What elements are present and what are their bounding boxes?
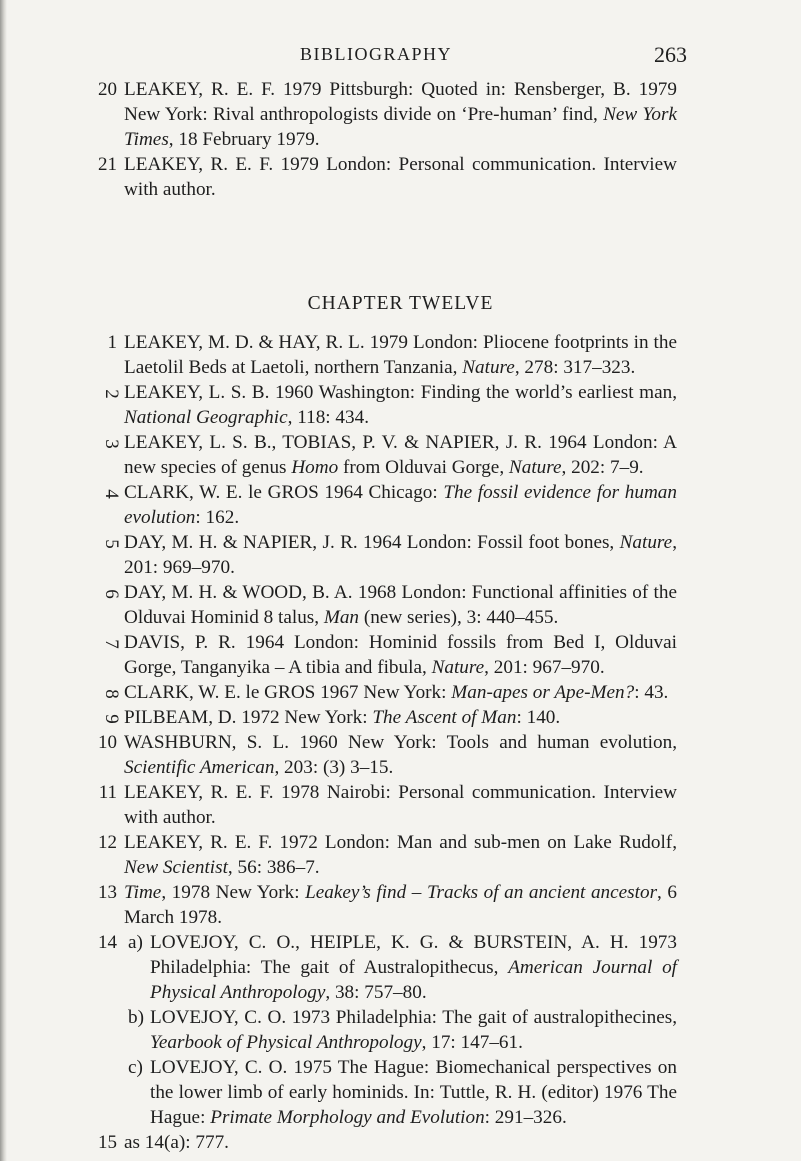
citation-title-italic: Man [323, 607, 360, 628]
note-citation [124, 580, 677, 630]
citation-text: , 17: 147–61. [421, 1032, 523, 1053]
note-citation [124, 880, 677, 930]
citation-title-italic: New York Times [124, 104, 677, 150]
note-number: 3 [101, 439, 122, 449]
note-entry [0, 530, 801, 580]
note-number: 21 [98, 154, 117, 175]
note-entry [0, 930, 801, 1130]
citation-text: LEAKEY, R. E. F. 1979 Pittsburgh: Quoted in: Rensberger, B. 1979 New York: Rival anthropologists divide on ‘Pre-human’ find, [124, 79, 677, 125]
citation-title-italic: American Journal of Physical Anthropology [150, 957, 677, 1003]
note-number: 6 [101, 589, 122, 599]
citation-text: LEAKEY, R. E. F. 1978 Nairobi: Personal communication. Interview with author. [124, 782, 677, 828]
citation-title-italic: Leakey’s find – Tracks of an ancient ancestor [305, 882, 658, 903]
citation-text: , 278: 317–323. [514, 357, 636, 378]
citation-text: , 201: 967–970. [484, 657, 605, 678]
citation-text: , 118: 434. [287, 407, 369, 428]
note-citation [124, 330, 677, 380]
note-entry [0, 830, 801, 880]
citation-text: (new series), 3: 440–455. [359, 607, 559, 628]
citation-text: : 43. [634, 682, 669, 703]
note-citation [124, 830, 677, 880]
citation-title-italic: The fossil evidence for human evolution [124, 482, 677, 528]
citation-title-italic: Nature [619, 532, 673, 553]
citation-text: CLARK, W. E. le GROS 1964 Chicago: [124, 482, 444, 503]
citation-title-italic: Nature [431, 657, 485, 678]
sub-citation-text [150, 930, 677, 1005]
citation-text: DAVIS, P. R. 1964 London: Hominid fossils from Bed I, Olduvai Gorge, Tanganyika – A tibia and fibula, [124, 632, 677, 678]
note-number: 1 [107, 332, 117, 353]
citation-text: PILBEAM, D. 1972 New York: [124, 707, 373, 728]
citation-title-italic: The Ascent of Man [372, 707, 517, 728]
citation-title-italic: Man-apes or Ape-Men? [451, 682, 635, 703]
citation-text: LEAKEY, L. S. B. 1960 Washington: Finding the world’s earliest man, [124, 382, 677, 403]
note-entry [0, 330, 801, 380]
note-citation [124, 380, 677, 430]
citation-text: from Olduvai Gorge, [338, 457, 509, 478]
note-number: 10 [98, 732, 117, 753]
citation-title-italic: Nature [508, 457, 562, 478]
citation-text: DAY, M. H. & WOOD, B. A. 1968 London: Functional affinities of the Olduvai Hominid 8 talus, [124, 582, 677, 628]
note-entry [0, 705, 801, 730]
note-number: 14 [98, 932, 117, 953]
note-entry [0, 1130, 801, 1155]
citation-title-italic: Scientific American [124, 757, 275, 778]
note-entry [0, 780, 801, 830]
note-citation [124, 480, 677, 530]
chapter-twelve-notes [0, 330, 801, 1155]
note-entry [0, 77, 801, 152]
citation-text: , 18 February 1979. [168, 129, 320, 150]
note-number: 4 [101, 489, 122, 499]
chapter-heading: CHAPTER TWELVE [307, 293, 494, 314]
citation-text: LEAKEY, L. S. B., TOBIAS, P. V. & NAPIER, J. R. 1964 London: A new species of genus [124, 432, 677, 478]
citation-title-italic: Primate Morphology and Evolution [210, 1107, 485, 1128]
note-number: 2 [101, 389, 122, 399]
citation-title-italic: Yearbook of Physical Anthropology [150, 1032, 422, 1053]
note-entry [0, 730, 801, 780]
note-entry [0, 380, 801, 430]
citation-text: WASHBURN, S. L. 1960 New York: Tools and human evolution, [124, 732, 677, 753]
note-number: 13 [98, 882, 117, 903]
note-citation [124, 630, 677, 680]
citation-text: as 14(a): 777. [124, 1132, 229, 1153]
note-citation [124, 680, 677, 705]
sub-citation-label: a) [128, 932, 143, 953]
citation-text: : 140. [516, 707, 561, 728]
citation-text: : 291–326. [484, 1107, 567, 1128]
citation-text: CLARK, W. E. le GROS 1967 New York: [124, 682, 452, 703]
note-entry [0, 152, 801, 202]
note-number: 9 [101, 714, 122, 724]
page-header [0, 42, 801, 72]
note-number: 12 [98, 832, 117, 853]
note-entry [0, 880, 801, 930]
citation-title-italic: National Geographic [124, 407, 288, 428]
citation-text: LOVEJOY, C. O., HEIPLE, K. G. & BURSTEIN, A. H. 1973 Philadelphia: The gait of Australopithecus, [150, 932, 677, 978]
note-entry [0, 480, 801, 530]
previous-chapter-notes [0, 77, 801, 202]
sub-citation [0, 1005, 801, 1055]
sub-citation-text [150, 1055, 677, 1130]
note-number: 5 [101, 539, 122, 549]
citation-text: LOVEJOY, C. O. 1975 The Hague: Biomechanical perspectives on the lower limb of early hominids. In: Tuttle, R. H. (editor) 1976 The Hague: [150, 1057, 677, 1128]
note-citation [124, 780, 677, 830]
sub-citation-label: b) [128, 1007, 144, 1028]
citation-text: , 203: (3) 3–15. [274, 757, 394, 778]
note-citation [124, 77, 677, 152]
citation-title-italic: New Scientist [124, 857, 228, 878]
note-entry [0, 580, 801, 630]
citation-text: , 6 March 1978. [124, 882, 677, 928]
note-citation [124, 730, 677, 780]
citation-text: LEAKEY, M. D. & HAY, R. L. 1979 London: Pliocene footprints in the Laetolil Beds at Laetoli, northern Tanzania, [124, 332, 677, 378]
note-entry [0, 630, 801, 680]
note-entry [0, 680, 801, 705]
citation-text: , 1978 New York: [161, 882, 306, 903]
citation-title-italic: Nature [462, 357, 515, 378]
note-citation [124, 152, 677, 202]
note-number: 7 [101, 639, 122, 649]
note-citation [124, 430, 677, 480]
sub-citation [0, 930, 801, 1005]
note-number: 20 [98, 79, 117, 100]
citation-text: , 201: 969–970. [124, 532, 677, 578]
note-citation [124, 1130, 677, 1155]
citation-text: , 202: 7–9. [561, 457, 644, 478]
page-number: 263 [654, 42, 687, 67]
citation-title-italic: Time [124, 882, 162, 903]
note-number: 11 [98, 782, 117, 803]
citation-text: DAY, M. H. & NAPIER, J. R. 1964 London: Fossil foot bones, [124, 532, 620, 553]
sub-citation-label: c) [128, 1057, 143, 1078]
citation-text: : 162. [195, 507, 240, 528]
citation-text: , 38: 757–80. [325, 982, 427, 1003]
citation-text: LOVEJOY, C. O. 1973 Philadelphia: The gait of australopithecines, [150, 1007, 677, 1028]
note-citation [124, 530, 677, 580]
note-number: 15 [98, 1132, 117, 1153]
citation-text: , 56: 386–7. [227, 857, 320, 878]
citation-text: LEAKEY, R. E. F. 1979 London: Personal communication. Interview with author. [124, 154, 677, 200]
note-citation [124, 705, 677, 730]
citation-text: LEAKEY, R. E. F. 1972 London: Man and sub-men on Lake Rudolf, [124, 832, 677, 853]
citation-title-italic: Homo [291, 457, 339, 478]
note-entry [0, 430, 801, 480]
sub-citation-text [150, 1005, 677, 1055]
running-head: BIBLIOGRAPHY [300, 44, 453, 64]
sub-citation [0, 1055, 801, 1130]
note-number: 8 [101, 689, 122, 699]
